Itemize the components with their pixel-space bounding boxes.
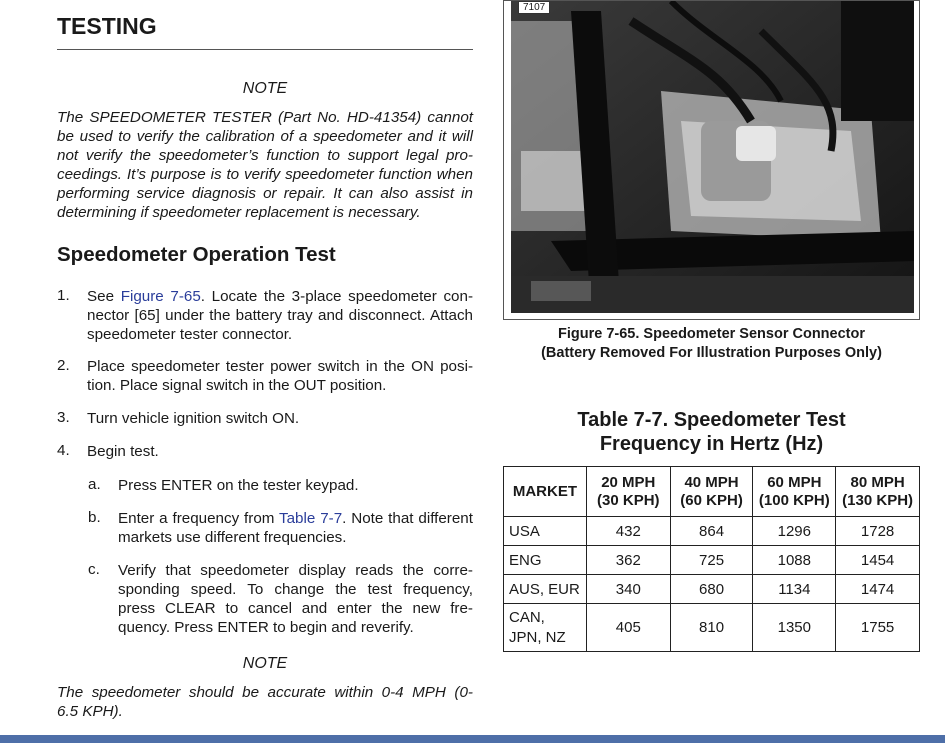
note-line: The SPEEDOMETER TESTER (Part No. HD-41354) cannot [57, 109, 473, 126]
value-cell: 432 [586, 517, 670, 546]
step-line [87, 287, 473, 306]
substep-letter: b. [88, 509, 101, 526]
header-line: 40 MPH [684, 473, 739, 491]
market-cell [504, 604, 587, 652]
header-60mph [753, 467, 836, 517]
step-line: press CLEAR to cancel and enter the new fre- [118, 600, 473, 617]
value-cell: 1454 [836, 546, 920, 575]
step-number: 1. [57, 287, 70, 304]
value-cell: 1755 [836, 604, 920, 652]
note-line: ceedings. It’s purpose is to verify speedometer function when [57, 166, 473, 183]
step-3: Turn vehicle ignition switch ON. [87, 410, 300, 427]
note-text [57, 108, 473, 222]
step-text: See [87, 288, 121, 305]
value-cell: 340 [586, 575, 670, 604]
note-line: determining if speedometer replacement is necessary. [57, 204, 421, 221]
header-20mph [586, 467, 670, 517]
step-line: Verify that speedometer display reads the corre- [118, 562, 473, 579]
value-cell: 725 [670, 546, 753, 575]
header-line: (30 KPH) [597, 491, 660, 509]
subheading: Speedometer Operation Test [57, 243, 336, 266]
header-40mph [670, 467, 753, 517]
note-line: The speedometer should be accurate within 0-4 MPH (0- [57, 684, 473, 701]
note-line: performing service diagnosis or repair. It can also assist in [57, 185, 473, 202]
note-label: NOTE [242, 80, 288, 97]
market-cell: ENG [504, 546, 587, 575]
caption-line: Figure 7-65. Speedometer Sensor Connector [558, 326, 865, 342]
table-row [504, 604, 920, 652]
value-cell: 1350 [753, 604, 836, 652]
note-text [57, 683, 473, 721]
substep-a: Press ENTER on the tester keypad. [118, 477, 359, 494]
header-line: (60 KPH) [680, 491, 743, 509]
step-number: 2. [57, 357, 70, 374]
header-line: (130 KPH) [842, 491, 914, 509]
step-number: 4. [57, 442, 70, 459]
section-title: TESTING [57, 13, 157, 39]
table-title-line: Table 7-7. Speedometer Test [577, 409, 846, 431]
value-cell: 1296 [753, 517, 836, 546]
note-line: not verify the speedometer’s function to support legal pro- [57, 147, 473, 164]
step-line: quency. Press ENTER to begin and reverify. [118, 619, 414, 636]
header-80mph [836, 467, 920, 517]
step-text: Enter a frequency from [118, 510, 280, 527]
value-cell: 680 [670, 575, 753, 604]
note-line: 6.5 KPH). [57, 703, 123, 720]
table-title [503, 408, 920, 456]
header-line: 80 MPH [850, 473, 905, 491]
value-cell: 1134 [753, 575, 836, 604]
step-2 [87, 357, 473, 395]
value-cell: 1728 [836, 517, 920, 546]
step-4: Begin test. [87, 443, 159, 460]
note-label: NOTE [242, 655, 288, 672]
frequency-table [503, 466, 920, 652]
market-cell: USA [504, 517, 587, 546]
step-1 [87, 287, 473, 344]
step-line: nector [65] under the battery tray and disconnect. Attach [87, 307, 473, 324]
substep-letter: c. [88, 561, 100, 578]
value-cell: 405 [586, 604, 670, 652]
figure-caption [503, 325, 920, 363]
step-number: 3. [57, 409, 70, 426]
header-line: 60 MPH [767, 473, 822, 491]
header-line: (100 KPH) [758, 491, 830, 509]
table-header-row [504, 467, 920, 517]
figure-photo [503, 0, 920, 320]
header-market: MARKET [504, 467, 587, 517]
value-cell: 810 [670, 604, 753, 652]
window-bottom-bar [0, 735, 945, 743]
section-divider [57, 49, 473, 50]
connector-photo [511, 1, 914, 313]
step-line: Place speedometer tester power switch in the ON posi- [87, 358, 473, 375]
figure-link[interactable]: Figure 7-65 [120, 288, 201, 305]
substep-c [118, 561, 473, 637]
step-text: . Note that different [342, 510, 473, 527]
value-cell: 362 [586, 546, 670, 575]
table-row [504, 575, 920, 604]
market-line: JPN, NZ [509, 628, 566, 646]
table-row [504, 546, 920, 575]
step-line: speedometer tester connector. [87, 326, 293, 343]
photo-illustration [511, 1, 914, 313]
table-title-line: Frequency in Hertz (Hz) [599, 433, 824, 455]
value-cell: 864 [670, 517, 753, 546]
value-cell: 1474 [836, 575, 920, 604]
step-line: tion. Place signal switch in the OUT position. [87, 377, 387, 394]
table-row [504, 517, 920, 546]
step-line: sponding speed. To change the test frequency, [118, 581, 473, 598]
step-text: . Locate the 3-place speedometer con- [200, 288, 473, 305]
note-line: be used to verify the calibration of a speedometer and it will [57, 128, 473, 145]
market-cell: AUS, EUR [504, 575, 587, 604]
step-line [118, 509, 473, 528]
header-line: 20 MPH [601, 473, 656, 491]
figure-id-label: 7107 [518, 1, 550, 14]
caption-line: (Battery Removed For Illustration Purposes Only) [541, 345, 882, 361]
value-cell: 1088 [753, 546, 836, 575]
substep-b [118, 509, 473, 547]
substep-letter: a. [88, 476, 101, 493]
table-link[interactable]: Table 7-7 [279, 510, 343, 527]
step-line: markets use different frequencies. [118, 529, 347, 546]
market-line: CAN, [509, 608, 545, 626]
